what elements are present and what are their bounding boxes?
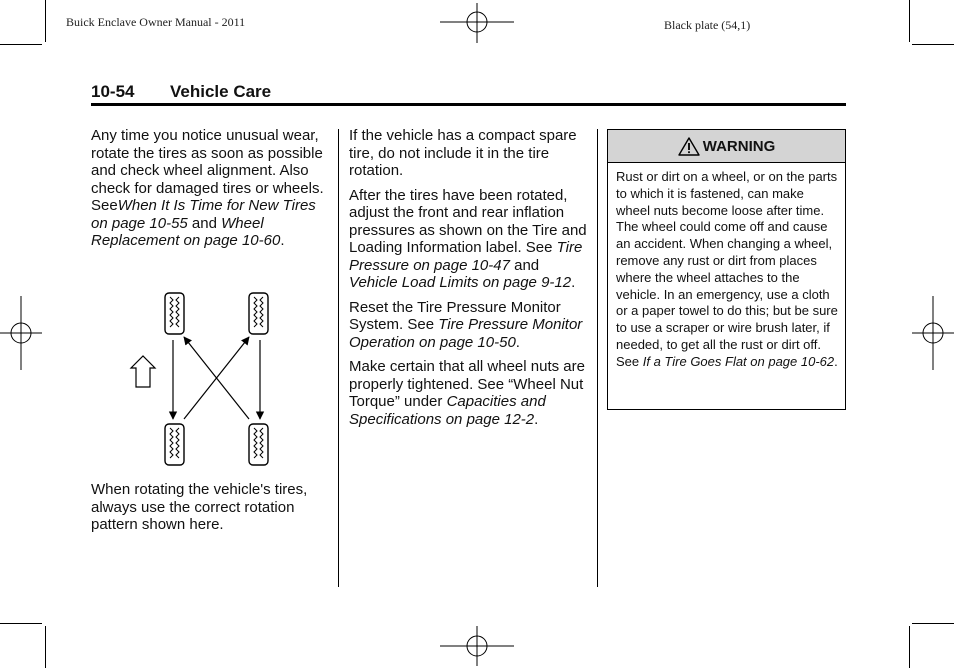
forward-direction-icon (131, 356, 155, 387)
warning-triangle-icon (678, 137, 700, 156)
column-1-bottom (91, 481, 331, 541)
cross-reference-link[interactable]: Vehicle Load Limits on page 9-12 (349, 274, 572, 291)
tire-icon (165, 293, 184, 334)
tire-icon (249, 293, 268, 334)
paragraph: If the vehicle has a compact spare tire, do not include it in the tire rotation. (349, 127, 577, 179)
paragraph: When rotating the vehicle's tires, always use the correct rotation pattern shown here. (91, 481, 308, 533)
manual-title: Buick Enclave Owner Manual - 2011 (66, 15, 246, 29)
column-1 (91, 127, 331, 257)
tire-icon (249, 424, 268, 465)
registration-mark-icon (912, 296, 954, 370)
page-number: 10-54 (91, 82, 135, 101)
paragraph: Make certain that all wheel nuts are properly tightened. See “Wheel Nut Torque” under Capacities and Specifications on page 12-2. (349, 358, 585, 428)
cross-reference-link[interactable]: Tire Pressure Monitor Operation on page 10-50 (349, 316, 583, 351)
tire-rotation-diagram (128, 288, 278, 470)
warning-header (608, 130, 845, 163)
paragraph: After the tires have been rotated, adjust the front and rear inflation pressures as shown on the Tire and Loading Information label. See Tire Pressure on page 10-47 and Vehicle Load Limits on page 9-12. (349, 186, 587, 291)
cross-reference-link[interactable]: When It Is Time for New Tires on page 10-55 (91, 197, 316, 232)
registration-mark-icon (440, 3, 514, 43)
paragraph: Reset the Tire Pressure Monitor System. See Tire Pressure Monitor Operation on page 10-50. (349, 298, 583, 351)
section-title: Vehicle Care (170, 82, 272, 101)
warning-box (607, 129, 846, 410)
warning-title: WARNING (702, 137, 776, 155)
tire-icon (165, 424, 184, 465)
registration-mark-icon (0, 296, 42, 370)
cross-reference-link[interactable]: Wheel Replacement on page 10-60 (91, 214, 281, 249)
column-divider (597, 129, 598, 587)
registration-mark-icon (440, 626, 514, 666)
column-2 (349, 127, 589, 435)
page-header (91, 81, 846, 106)
cross-reference-link[interactable]: If a Tire Goes Flat on page 10-62 (642, 353, 835, 369)
cross-reference-link[interactable]: Capacities and Specifications on page 12-2 (349, 393, 546, 428)
cross-reference-link[interactable]: Tire Pressure on page 10-47 (349, 239, 583, 274)
plate-label: Black plate (54,1) (664, 18, 751, 32)
paragraph: Any time you notice unusual wear, rotate the tires as soon as possible and check wheel alignment. Also check for damaged tires or wheels. SeeWhen It Is Time for New Tires on page 10-55 and Wheel Replacement on page 10-60. (91, 127, 324, 249)
warning-body: Rust or dirt on a wheel, or on the parts to which it is fastened, can make wheel nuts become loose after time. The wheel could come off and cause an accident. When changing a wheel, remove any rust or dirt from places where the wheel attaches to the vehicle. In an emergency, use a cloth or a paper towel to do this; but be sure to use a scraper or wire brush later, if needed, to get all the rust or dirt off. See If a Tire Goes Flat on page 10-62. (616, 169, 838, 369)
column-divider (338, 129, 339, 587)
